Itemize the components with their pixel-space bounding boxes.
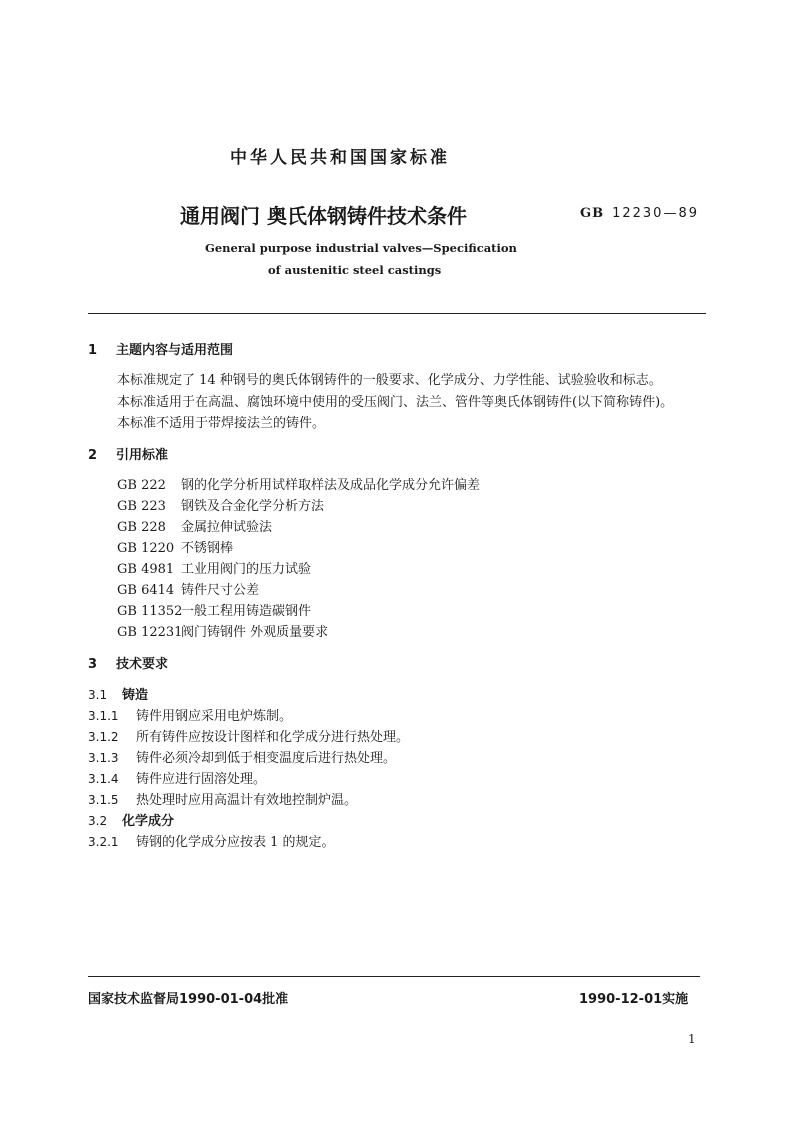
subsection-3-2-heading <box>88 810 174 829</box>
page-number: 1 <box>688 1032 696 1046</box>
reference-item <box>117 495 324 514</box>
header-divider <box>88 313 706 314</box>
reference-title: 钢的化学分析用试样取样法及成品化学成分允许偏差 <box>181 478 481 493</box>
clause-item <box>88 705 292 724</box>
subsection-title: 铸造 <box>122 688 149 703</box>
clause-text: 热处理时应用高温计有效地控制炉温。 <box>136 793 358 808</box>
clause-number: 3.1.5 <box>88 793 119 807</box>
section-2-heading <box>88 444 168 463</box>
section-1-paragraph: 本标准规定了 14 种钢号的奥氏体钢铸件的一般要求、化学成分、力学性能、试验验收和标志。 <box>117 373 662 388</box>
reference-title: 一般工程用铸造碳钢件 <box>181 604 312 619</box>
reference-item <box>117 474 480 493</box>
section-title: 引用标准 <box>116 448 169 463</box>
clause-number: 3.1.4 <box>88 772 119 786</box>
clause-item <box>88 768 266 787</box>
subsection-3-1-heading <box>88 684 148 703</box>
reference-code: GB 4981 <box>117 562 175 577</box>
reference-title: 钢铁及合金化学分析方法 <box>181 499 325 514</box>
section-number: 2 <box>88 448 98 463</box>
reference-item <box>117 600 311 619</box>
standard-code: 12230—89 <box>612 206 699 221</box>
document-title-zh: 通用阀门 奥氏体钢铸件技术条件 <box>180 204 467 228</box>
clause-item <box>88 789 357 808</box>
clause-number: 3.1.1 <box>88 709 119 723</box>
clause-item <box>88 831 335 850</box>
section-1-paragraph: 本标准不适用于带焊接法兰的铸件。 <box>117 416 326 431</box>
reference-code: GB 6414 <box>117 583 175 598</box>
national-standard-heading: 中华人民共和国国家标准 <box>230 148 450 168</box>
reference-item <box>117 579 259 598</box>
clause-text: 铸件应进行固溶处理。 <box>136 772 267 787</box>
reference-code: GB 222 <box>117 478 166 493</box>
section-title: 主题内容与适用范围 <box>116 343 234 358</box>
reference-code: GB 11352 <box>117 604 183 619</box>
clause-text: 所有铸件应按设计图样和化学成分进行热处理。 <box>136 730 410 745</box>
reference-title: 铸件尺寸公差 <box>181 583 260 598</box>
clause-item <box>88 726 409 745</box>
reference-item <box>117 537 233 556</box>
clause-number: 3.1.2 <box>88 730 119 744</box>
reference-code: GB 223 <box>117 499 166 514</box>
section-1-paragraph: 本标准适用于在高温、腐蚀环境中使用的受压阀门、法兰、管件等奥氏体钢铸件(以下简称铸件)。 <box>117 395 674 410</box>
reference-code: GB 228 <box>117 520 166 535</box>
approval-date: 国家技术监督局1990-01-04批准 <box>88 992 289 1007</box>
clause-text: 铸件用钢应采用电炉炼制。 <box>136 709 293 724</box>
reference-code: GB 12231 <box>117 625 183 640</box>
subsection-number: 3.2 <box>88 814 108 828</box>
clause-number: 3.1.3 <box>88 751 119 765</box>
section-title: 技术要求 <box>116 657 169 672</box>
reference-title: 工业用阀门的压力试验 <box>181 562 312 577</box>
implementation-date: 1990-12-01实施 <box>579 992 689 1007</box>
document-title-en-line1: General purpose industrial valves—Specification <box>205 241 517 255</box>
clause-number: 3.2.1 <box>88 835 119 849</box>
reference-item <box>117 558 311 577</box>
footer-divider <box>88 976 700 977</box>
subsection-number: 3.1 <box>88 688 108 702</box>
document-title-en-line2: of austenitic steel castings <box>268 263 442 277</box>
reference-code: GB 1220 <box>117 541 175 556</box>
section-1-heading <box>88 339 233 358</box>
section-3-heading <box>88 653 168 672</box>
subsection-title: 化学成分 <box>122 814 175 829</box>
section-number: 3 <box>88 657 98 672</box>
standard-prefix: GB <box>580 206 605 221</box>
clause-item <box>88 747 396 766</box>
reference-item <box>117 621 328 640</box>
reference-title: 不锈钢棒 <box>181 541 234 556</box>
standard-number <box>580 206 699 221</box>
reference-title: 金属拉伸试验法 <box>181 520 273 535</box>
clause-text: 铸钢的化学成分应按表 1 的规定。 <box>136 835 335 850</box>
clause-text: 铸件必须冷却到低于相变温度后进行热处理。 <box>136 751 397 766</box>
section-number: 1 <box>88 343 98 358</box>
reference-item <box>117 516 272 535</box>
reference-title: 阀门铸钢件 外观质量要求 <box>181 625 329 640</box>
